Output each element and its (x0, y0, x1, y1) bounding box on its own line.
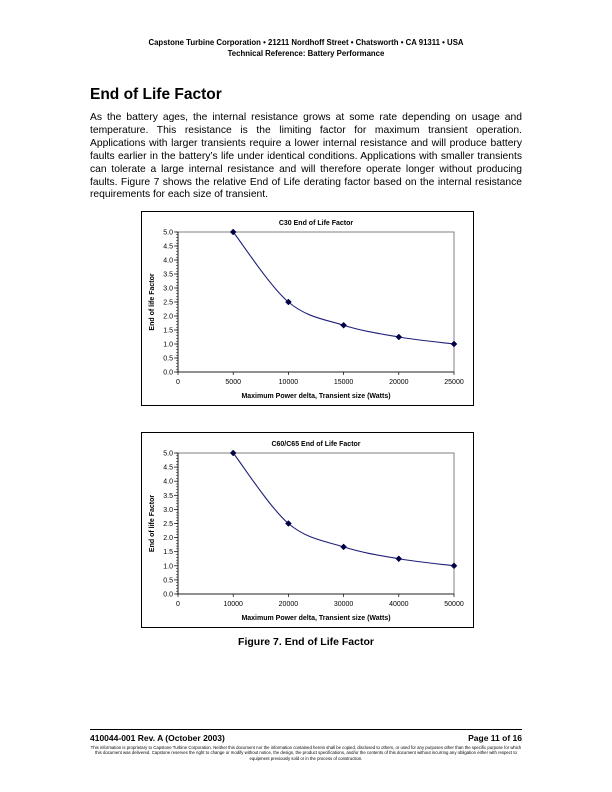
y-tick-label: 3.0 (163, 506, 173, 514)
x-tick-label: 10000 (278, 379, 299, 386)
y-tick-label: 4.5 (163, 243, 173, 251)
y-tick-label: 3.0 (163, 285, 173, 293)
chart-c30-end-of-life (141, 211, 474, 406)
y-tick-label: 2.5 (163, 521, 173, 528)
y-tick-label: 3.5 (163, 271, 173, 279)
x-tick-label: 20000 (278, 601, 299, 608)
y-tick-label: 0.5 (163, 577, 173, 585)
y-tick-label: 2.0 (163, 535, 173, 543)
plot-area (178, 232, 454, 372)
y-tick-label: 1.0 (163, 563, 173, 571)
footer-page-number: Page 11 of 16 (468, 733, 522, 743)
x-tick-label: 25000 (444, 379, 464, 386)
figure-caption: Figure 7. End of Life Factor (238, 636, 374, 648)
x-tick-label: 10000 (223, 601, 243, 608)
page-header-company: Capstone Turbine Corporation • 21211 Nordhoff Street • Chatsworth • CA 91311 • USA (148, 38, 464, 47)
plot-area (178, 453, 454, 594)
y-tick-label: 4.5 (163, 464, 173, 472)
y-tick-label: 4.0 (163, 257, 173, 265)
x-tick-label: 40000 (389, 601, 409, 608)
footer-disclaimer: This information is proprietary to Capstone Turbine Corporation. Neither this document nor the information contained herein shall be copied, disclosed to others, or used for any purposes other than the specific purpose for which this document was delivered. Capstone reserves the right to change or modify without notice, the design, the product specifications, and/or the contents of this document without incurring any obligation either with respect to equipment previously sold or in the process of construction. (90, 745, 522, 761)
y-tick-label: 1.5 (163, 549, 173, 557)
footer-doc-number: 410044-001 Rev. A (October 2003) (90, 733, 225, 743)
footer-divider (90, 729, 522, 730)
y-tick-label: 2.0 (163, 313, 173, 321)
page-header-subtitle: Technical Reference: Battery Performance (227, 49, 385, 58)
chart-title: C60/C65 End of Life Factor (271, 441, 361, 448)
x-tick-label: 50000 (444, 601, 464, 608)
x-tick-label: 20000 (389, 379, 409, 386)
x-tick-label: 0 (176, 379, 180, 386)
y-tick-label: 3.5 (163, 492, 173, 500)
x-tick-label: 5000 (225, 379, 241, 386)
y-tick-label: 2.5 (163, 299, 173, 307)
y-tick-label: 0.0 (163, 591, 173, 599)
y-tick-label: 1.0 (163, 341, 173, 349)
y-tick-label: 5.0 (163, 229, 173, 237)
x-tick-label: 30000 (333, 601, 354, 608)
y-tick-label: 0.0 (163, 369, 173, 377)
y-tick-label: 0.5 (163, 355, 173, 363)
x-tick-label: 15000 (333, 379, 354, 386)
y-tick-label: 4.0 (163, 478, 173, 486)
x-axis-label: Maximum Power delta, Transient size (Watts) (241, 393, 391, 400)
y-tick-label: 1.5 (163, 327, 173, 335)
x-axis-label: Maximum Power delta, Transient size (Watts) (241, 615, 391, 622)
x-tick-label: 0 (176, 601, 180, 608)
section-body: As the battery ages, the internal resistance grows at some rate depending on usage and temperature. This resistance is the limiting factor for maximum transient operation. Applications with larger transients require a lower internal resistance and will produce battery faults earlier in the battery’s life under identical conditions. Applications with smaller transients can tolerate a large internal resistance and will therefore operate longer without producing faults. Figure 7 shows the relative End of Life derating factor based on the internal resistance requirements for each size of transient. (90, 112, 522, 201)
chart-c60-c65-end-of-life (141, 432, 474, 628)
y-axis-label: End of life Factor (149, 273, 156, 331)
chart-c30-svg (142, 212, 473, 405)
chart-title: C30 End of Life Factor (278, 220, 354, 227)
chart-c60-svg (142, 433, 473, 627)
y-axis-label: End of life Factor (149, 494, 156, 553)
y-tick-label: 5.0 (163, 450, 173, 458)
section-title: End of Life Factor (90, 86, 222, 103)
